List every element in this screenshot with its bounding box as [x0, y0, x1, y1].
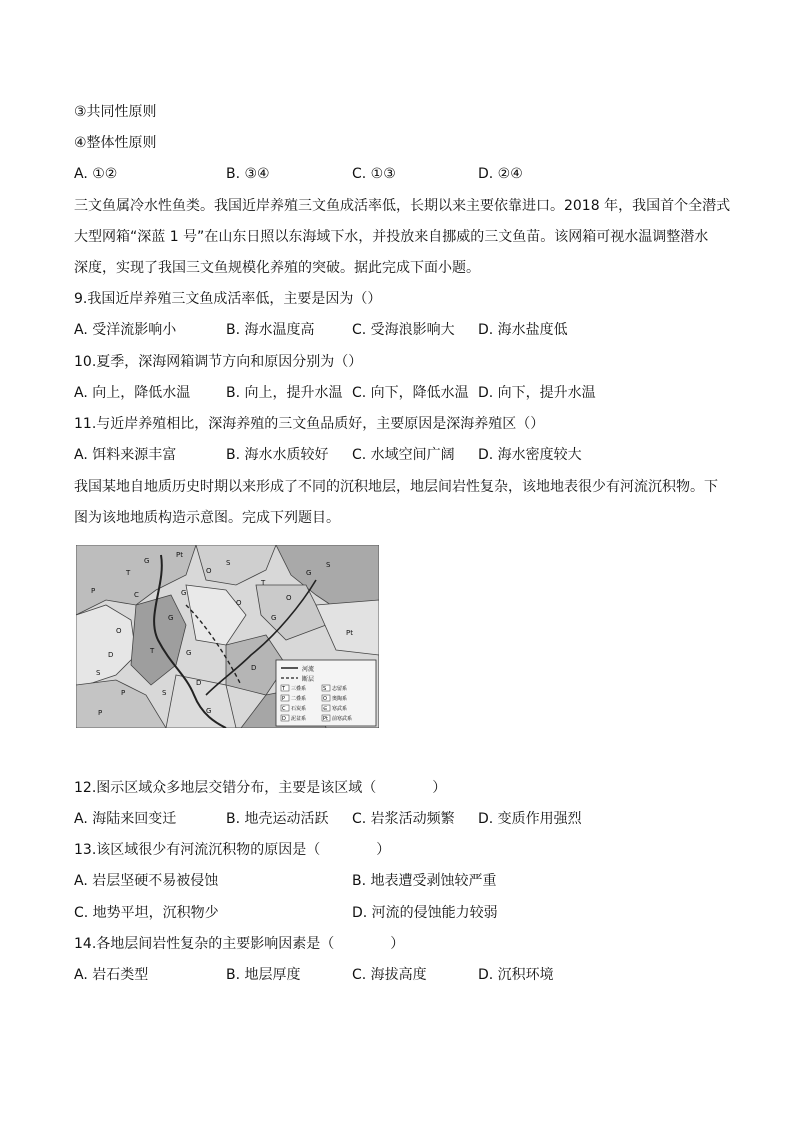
legend-fault: 断层: [302, 676, 315, 683]
map-label: G: [306, 569, 312, 577]
option-d[interactable]: D. 变质作用强烈: [478, 811, 582, 827]
option-b[interactable]: B. 地表遭受剥蚀较严重: [352, 873, 497, 889]
question-11: 11.与近岸养殖相比，深海养殖的三文鱼品质好，主要原因是深海养殖区（）: [74, 416, 545, 432]
legend-item: 石炭系: [291, 706, 307, 712]
option-c[interactable]: C. ①③: [352, 166, 396, 182]
legend-symbol: T: [282, 686, 286, 692]
option-a[interactable]: A. ①②: [74, 166, 118, 182]
geologic-map: [76, 545, 379, 728]
legend-symbol: P: [282, 696, 286, 702]
legend-river: 河流: [302, 666, 315, 673]
option-d[interactable]: D. ②④: [478, 166, 523, 182]
question-13: 13.该区域很少有河流沉积物的原因是（ ）: [74, 842, 391, 858]
passage-salmon-2: 大型网箱“深蓝 1 号”在山东日照以东海域下水，并投放来自挪威的三文鱼苗。该网箱可视水温调整潜水: [74, 229, 709, 245]
map-label: P: [121, 689, 126, 697]
map-label: O: [206, 567, 212, 575]
map-label: S: [162, 689, 167, 697]
option-b[interactable]: B. ③④: [226, 166, 270, 182]
option-d[interactable]: D. 沉积环境: [478, 967, 554, 983]
option-b[interactable]: B. 向上，提升水温: [226, 385, 343, 401]
option-a[interactable]: A. 岩石类型: [74, 967, 149, 983]
principle-3: ③共同性原则: [74, 104, 157, 120]
passage-geology-2: 图为该地地质构造示意图。完成下列题目。: [74, 510, 340, 526]
map-label: T: [261, 579, 266, 587]
option-d[interactable]: D. 海水密度较大: [478, 447, 582, 463]
legend-item: 二叠系: [291, 696, 307, 702]
option-a[interactable]: A. 向上，降低水温: [74, 385, 191, 401]
option-c[interactable]: C. 水域空间广阔: [352, 447, 455, 463]
question-9: 9.我国近岸养殖三文鱼成活率低，主要是因为（）: [74, 291, 382, 307]
map-label: Pt: [176, 551, 183, 559]
option-c[interactable]: C. 海拔高度: [352, 967, 427, 983]
legend-symbol: C: [282, 706, 286, 712]
passage-geology-1: 我国某地自地质历史时期以来形成了不同的沉积地层，地层间岩性复杂，该地地表很少有河流沉积物。下: [74, 479, 718, 495]
question-10: 10.夏季，深海网箱调节方向和原因分别为（）: [74, 354, 363, 370]
map-label: G: [206, 707, 212, 715]
geologic-map-figure: [76, 545, 379, 728]
map-label: G: [186, 649, 192, 657]
legend-item: 三叠系: [291, 686, 307, 692]
option-c[interactable]: C. 受海浪影响大: [352, 322, 455, 338]
legend-symbol: Pt: [323, 716, 328, 722]
option-a[interactable]: A. 岩层坚硬不易被侵蚀: [74, 873, 219, 889]
option-d[interactable]: D. 海水盐度低: [478, 322, 568, 338]
map-label: S: [326, 561, 331, 569]
map-label: G: [168, 614, 174, 622]
map-label: D: [251, 664, 257, 672]
principle-4: ④整体性原则: [74, 135, 157, 151]
option-b[interactable]: B. 地层厚度: [226, 967, 301, 983]
option-b[interactable]: B. 地壳运动活跃: [226, 811, 329, 827]
option-b[interactable]: B. 海水温度高: [226, 322, 315, 338]
map-label: D: [108, 651, 114, 659]
option-d[interactable]: D. 向下，提升水温: [478, 385, 596, 401]
legend-symbol: D: [282, 716, 286, 722]
map-label: S: [226, 559, 231, 567]
option-a[interactable]: A. 受洋流影响小: [74, 322, 177, 338]
legend-item: 奥陶系: [332, 696, 348, 702]
map-label: G: [181, 589, 187, 597]
legend-symbol: S: [323, 686, 327, 692]
map-label: O: [116, 627, 122, 635]
map-label: S: [96, 669, 101, 677]
option-c[interactable]: C. 地势平坦，沉积物少: [74, 905, 219, 921]
legend-item: 泥盆系: [291, 716, 307, 722]
map-label: O: [286, 594, 292, 602]
legend-item: 志留系: [332, 686, 348, 692]
question-14: 14.各地层间岩性复杂的主要影响因素是（ ）: [74, 936, 405, 952]
map-label: T: [150, 647, 155, 655]
option-b[interactable]: B. 海水水质较好: [226, 447, 329, 463]
map-label: C: [134, 591, 139, 599]
map-label: P: [98, 709, 103, 717]
legend-symbol: O: [323, 696, 327, 702]
option-d[interactable]: D. 河流的侵蚀能力较弱: [352, 905, 498, 921]
map-label: P: [91, 587, 96, 595]
question-12: 12.图示区域众多地层交错分布，主要是该区域（ ）: [74, 780, 447, 796]
map-label: G: [271, 614, 277, 622]
option-a[interactable]: A. 海陆来回变迁: [74, 811, 177, 827]
legend-item: 前寒武系: [332, 716, 353, 722]
option-c[interactable]: C. 向下，降低水温: [352, 385, 469, 401]
map-label: T: [126, 569, 131, 577]
option-c[interactable]: C. 岩浆活动频繁: [352, 811, 455, 827]
legend-symbol: ∈: [323, 706, 328, 712]
passage-salmon-1: 三文鱼属冷水性鱼类。我国近岸养殖三文鱼成活率低，长期以来主要依靠进口。2018 年，我国首个全潜式: [74, 198, 731, 214]
map-label: Pt: [346, 629, 353, 637]
map-label: D: [196, 679, 202, 687]
map-label: O: [236, 599, 242, 607]
passage-salmon-3: 深度，实现了我国三文鱼规模化养殖的突破。据此完成下面小题。: [74, 260, 480, 276]
legend-item: 寒武系: [332, 706, 348, 712]
option-a[interactable]: A. 饵料来源丰富: [74, 447, 177, 463]
map-label: G: [144, 557, 150, 565]
